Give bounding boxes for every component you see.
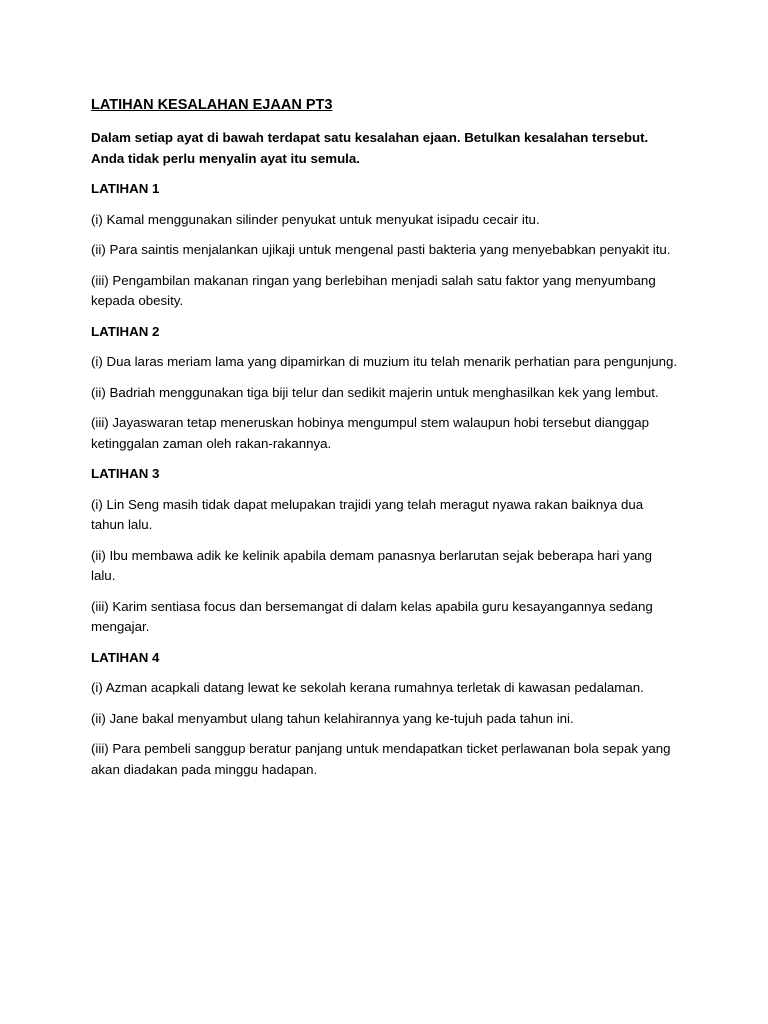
question-item: (i) Dua laras meriam lama yang dipamirkan di muzium itu telah menarik perhatian para pengunjung. xyxy=(91,354,678,369)
section-heading: LATIHAN 1 xyxy=(91,181,160,196)
question-item: (i) Kamal menggunakan silinder penyukat untuk menyukat isipadu cecair itu. xyxy=(91,211,540,227)
question-item: (ii) Jane bakal menyambut ulang tahun kelahirannya yang ke-tujuh pada tahun ini. xyxy=(91,710,574,726)
instruction-line-1: Dalam setiap ayat di bawah terdapat satu kesalahan ejaan. Betulkan kesalahan tersebut. xyxy=(91,130,649,145)
instructions xyxy=(91,128,688,169)
question-item: (i) Azman acapkali datang lewat ke sekolah kerana rumahnya terletak di kawasan pedalaman. xyxy=(91,680,644,695)
section-latihan-2 xyxy=(91,322,688,455)
question-item: (ii) Badriah menggunakan tiga biji telur dan sedikit majerin untuk menghasilkan kek yang lembut. xyxy=(91,384,659,400)
section-latihan-1 xyxy=(91,179,688,312)
question-item: (iii) Karim sentiasa focus dan bersemangat di dalam kelas apabila guru kesayangannya sedang mengajar. xyxy=(91,598,653,634)
question-item: (iii) Para pembeli sanggup beratur panjang untuk mendapatkan ticket perlawanan bola sepak yang akan diadakan pada minggu hadapan. xyxy=(91,741,671,777)
section-latihan-4 xyxy=(91,648,688,781)
question-item: (ii) Ibu membawa adik ke kelinik apabila demam panasnya berlarutan sejak beberapa hari yang lalu. xyxy=(91,547,653,583)
section-latihan-3 xyxy=(91,464,688,638)
section-heading: LATIHAN 4 xyxy=(91,649,160,665)
document-title: LATIHAN KESALAHAN EJAAN PT3 xyxy=(91,97,333,113)
instruction-line-2: Anda tidak perlu menyalin ayat itu semula. xyxy=(91,150,360,166)
section-heading: LATIHAN 2 xyxy=(91,323,160,339)
question-item: (i) Lin Seng masih tidak dapat melupakan trajidi yang telah meragut nyawa rakan baiknya dua tahun lalu. xyxy=(91,496,644,532)
question-item: (iii) Jayaswaran tetap meneruskan hobinya mengumpul stem walaupun hobi tersebut dianggap ketinggalan zaman oleh rakan-rakannya. xyxy=(91,415,650,451)
section-heading: LATIHAN 3 xyxy=(91,466,160,481)
question-item: (iii) Pengambilan makanan ringan yang berlebihan menjadi salah satu faktor yang menyumbang kepada obesity. xyxy=(91,272,656,308)
question-item: (ii) Para saintis menjalankan ujikaji untuk mengenal pasti bakteria yang menyebabkan penyakit itu. xyxy=(91,242,671,257)
